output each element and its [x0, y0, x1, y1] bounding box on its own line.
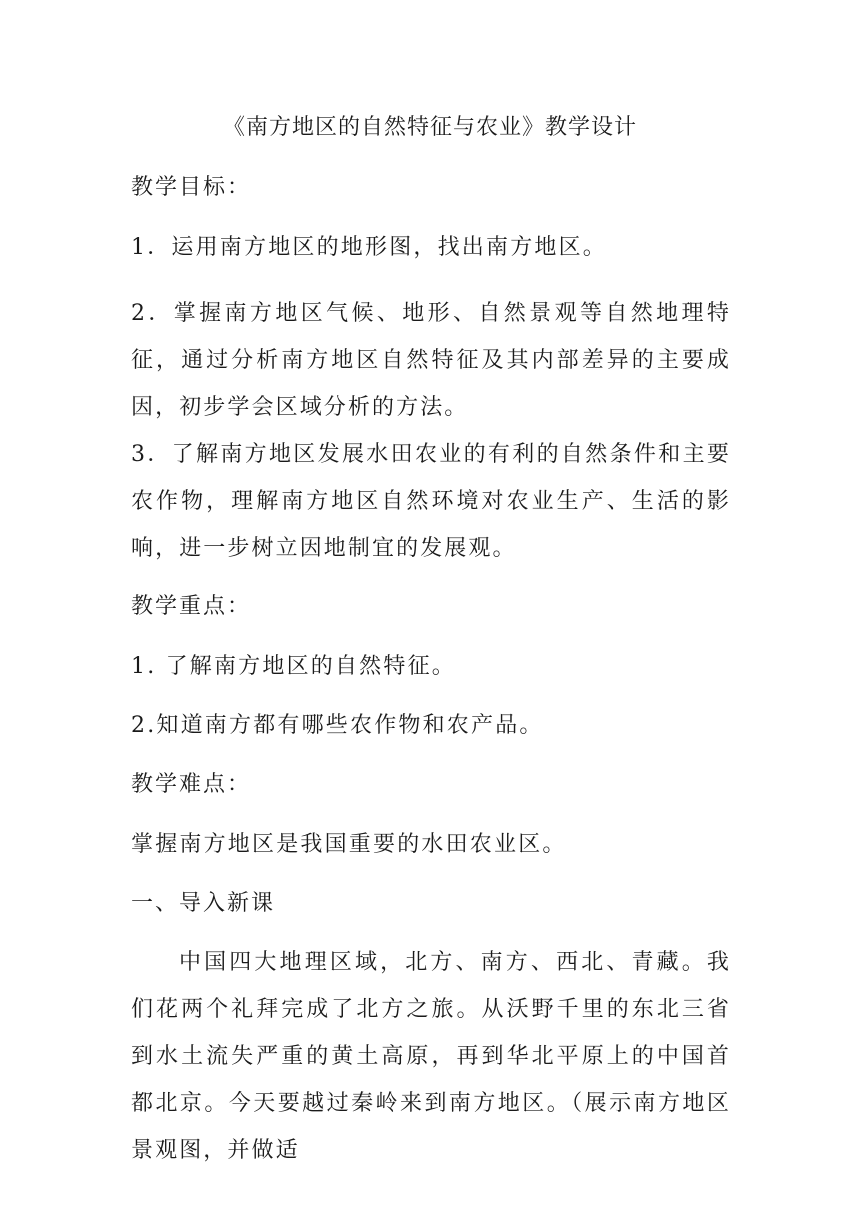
key-point-item-2: 2.知道南方都有哪些农作物和农产品。 — [131, 713, 544, 738]
difficulty-heading: 教学难点： — [131, 772, 252, 797]
difficulty-text: 掌握南方地区是我国重要的水田农业区。 — [131, 832, 567, 857]
key-points-heading: 教学重点： — [131, 594, 252, 619]
objective-item-2: 2．掌握南方地区气候、地形、自然景观等自然地理特征，通过分析南方地区自然特征及其内部差异的主要成因，初步学会区域分析的方法。 — [131, 301, 731, 420]
key-point-item-1: 1. 了解南方地区的自然特征。 — [131, 654, 456, 679]
objective-item-3: 3．了解南方地区发展水田农业的有利的自然条件和主要农作物，理解南方地区自然环境对农业生产、生活的影响，进一步树立因地制宜的发展观。 — [131, 442, 731, 561]
document-title: 《南方地区的自然特征与农业》教学设计 — [222, 115, 637, 140]
objectives-heading: 教学目标： — [131, 175, 252, 200]
section-heading-intro: 一、导入新课 — [131, 891, 276, 916]
objective-item-1: 1．运用南方地区的地形图，找出南方地区。 — [131, 235, 607, 260]
intro-paragraph: 中国四大地理区域，北方、南方、西北、青藏。我们花两个礼拜完成了北方之旅。从沃野千里的东北三省到水土流失严重的黄土高原，再到华北平原上的中国首都北京。今天要越过秦岭来到南方地区。（展示南方地区景观图，并做适 — [131, 950, 731, 1163]
